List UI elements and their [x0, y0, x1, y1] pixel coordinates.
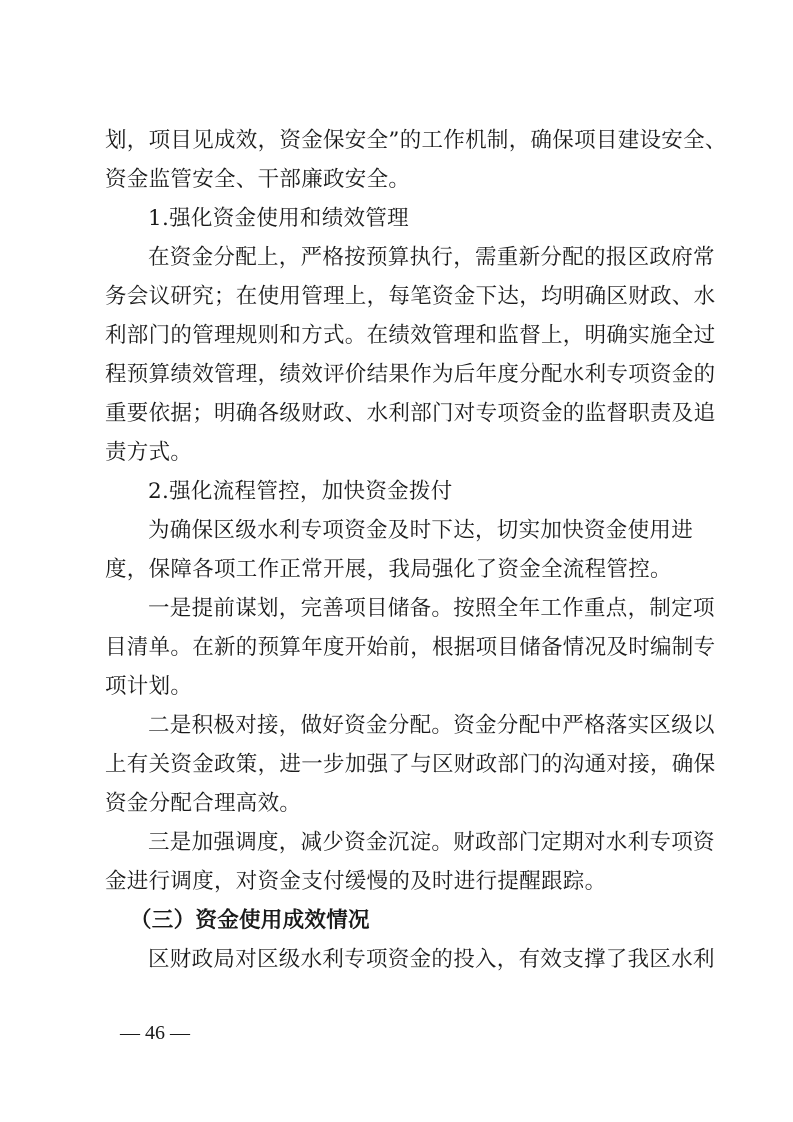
paragraph-line: 一是提前谋划，完善项目储备。按照全年工作重点，制定项	[148, 596, 715, 621]
page-number: — 46 —	[120, 1022, 190, 1044]
paragraph-line: 金进行调度，对资金支付缓慢的及时进行提醒跟踪。	[105, 869, 607, 894]
paragraph-line: 二是积极对接，做好资金分配。资金分配中严格落实区级以	[148, 713, 715, 738]
paragraph-line: 为确保区级水利专项资金及时下达，切实加快资金使用进	[148, 518, 694, 543]
paragraph-line: 区财政局对区级水利专项资金的投入，有效支撑了我区水利	[148, 947, 715, 972]
paragraph-line: 重要依据；明确各级财政、水利部门对专项资金的监督职责及追	[105, 401, 716, 426]
section-subheading: 2.强化流程管控，加快资金拨付	[148, 479, 453, 504]
paragraph-line: 资金分配合理高效。	[105, 791, 302, 816]
paragraph-line: 程预算绩效管理，绩效评价结果作为后年度分配水利专项资金的	[105, 362, 716, 387]
paragraph-line: 责方式。	[105, 440, 193, 465]
paragraph-line: 三是加强调度，减少资金沉淀。财政部门定期对水利专项资	[148, 830, 715, 855]
paragraph-line: 上有关资金政策，进一步加强了与区财政部门的沟通对接，确保	[105, 752, 716, 777]
paragraph-line: 利部门的管理规则和方式。在绩效管理和监督上，明确实施全过	[105, 323, 716, 348]
paragraph-line: 资金监管安全、干部廉政安全。	[105, 167, 411, 192]
section-heading: （三）资金使用成效情况	[130, 908, 370, 933]
section-subheading: 1.强化资金使用和绩效管理	[148, 206, 409, 231]
paragraph-line: 目清单。在新的预算年度开始前，根据项目储备情况及时编制专	[105, 635, 716, 660]
paragraph-line: 度，保障各项工作正常开展，我局强化了资金全流程管控。	[105, 557, 672, 582]
paragraph-line: 项计划。	[105, 674, 193, 699]
paragraph-line: 在资金分配上，严格按预算执行，需重新分配的报区政府常	[148, 245, 715, 270]
paragraph-line: 划，项目见成效，资金保安全”的工作机制，确保项目建设安全、	[105, 128, 727, 153]
paragraph-line: 务会议研究；在使用管理上，每笔资金下达，均明确区财政、水	[105, 284, 716, 309]
